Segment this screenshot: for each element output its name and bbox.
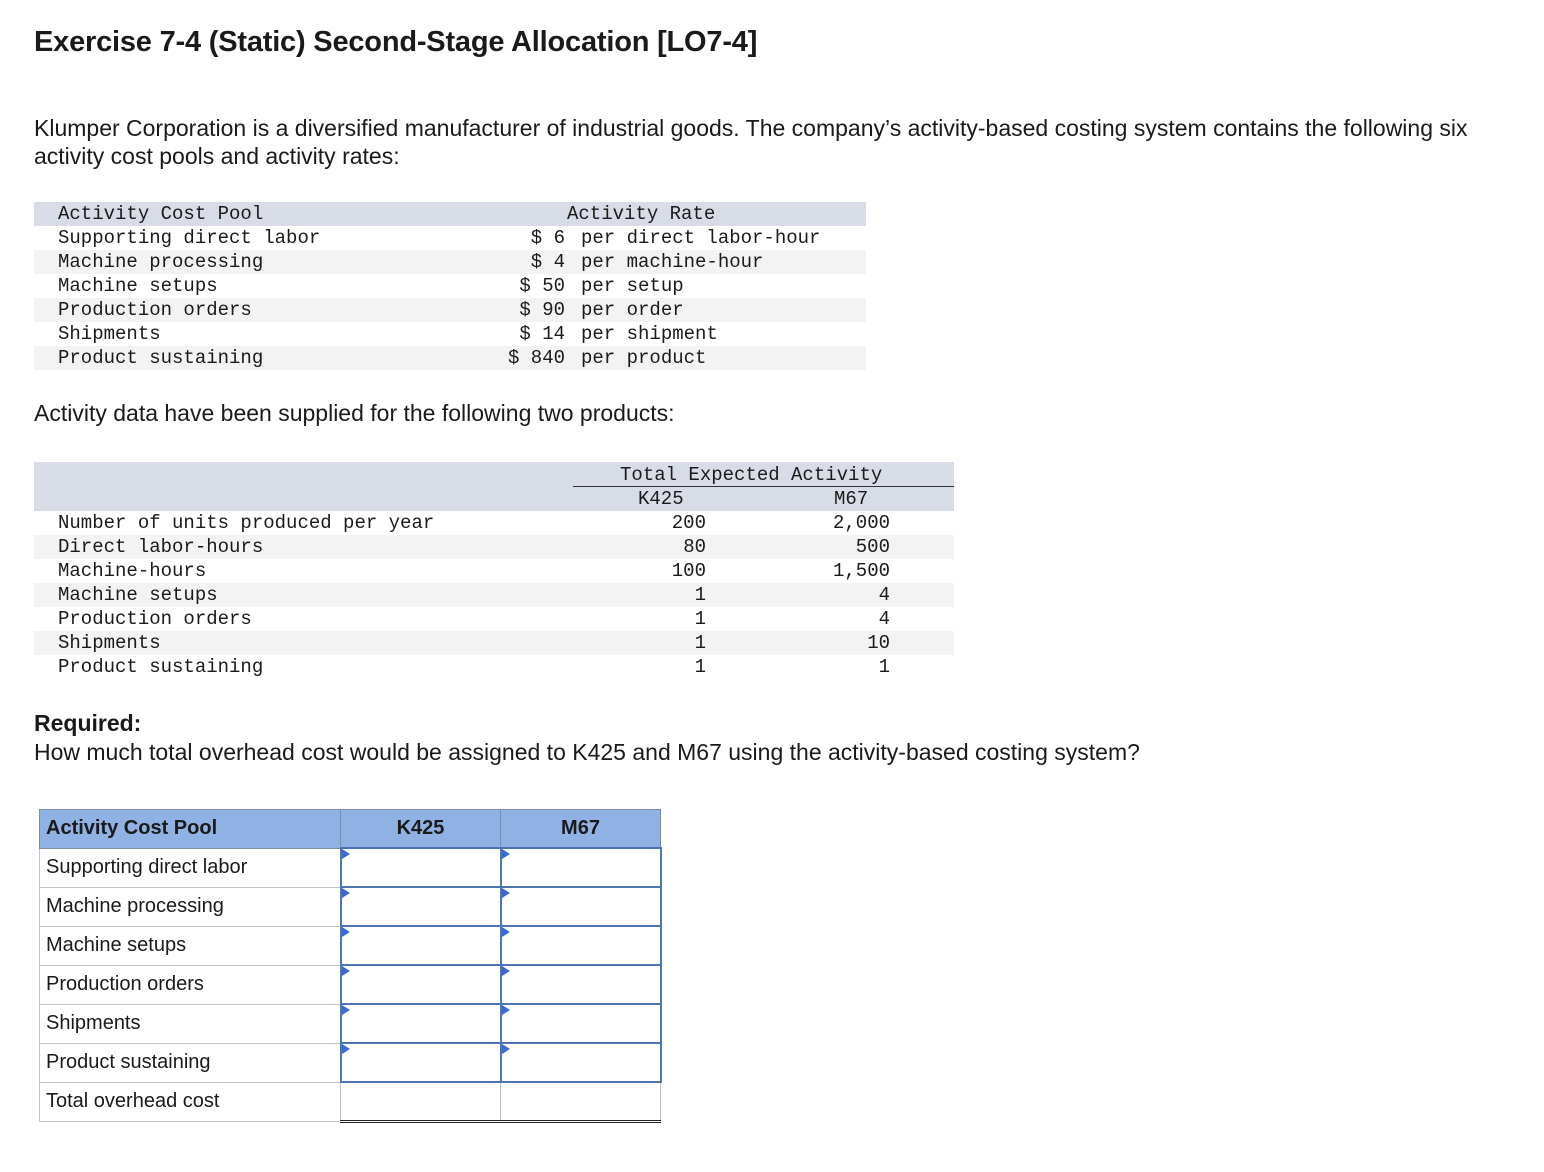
- total-overhead-label: Total overhead cost: [40, 1082, 341, 1122]
- rates-row: [34, 298, 866, 322]
- activity-m67-value: 4: [878, 608, 890, 630]
- k425-production-orders-input[interactable]: [342, 966, 500, 1003]
- input-marker-icon: [342, 966, 350, 976]
- activity-m67-value: 1: [878, 656, 890, 678]
- k425-input-cell[interactable]: [341, 926, 501, 965]
- m67-input-cell[interactable]: [501, 965, 661, 1004]
- input-marker-icon: [342, 849, 350, 859]
- activity-k425-value: 1: [694, 608, 706, 630]
- activity-m67-value: 10: [867, 632, 890, 654]
- activity-m67-value: 500: [855, 536, 890, 558]
- activity-m67-value: 2,000: [832, 512, 890, 534]
- activity-group-header: Total Expected Activity: [620, 464, 883, 486]
- activity-label: Direct labor-hours: [58, 536, 264, 558]
- input-marker-icon: [342, 888, 350, 898]
- m67-product-sustaining-input[interactable]: [502, 1044, 660, 1081]
- answer-row: [40, 965, 661, 1004]
- rates-pool-name: Shipments: [58, 323, 161, 345]
- m67-input-cell[interactable]: [501, 1004, 661, 1043]
- k425-product-sustaining-input[interactable]: [342, 1044, 500, 1081]
- input-marker-icon: [342, 1005, 350, 1015]
- answer-header-row: [40, 810, 661, 849]
- activity-k425-value: 80: [683, 536, 706, 558]
- m67-total-cell: [501, 1082, 661, 1122]
- activity-row: [34, 607, 954, 631]
- activity-label: Product sustaining: [58, 656, 264, 678]
- activity-label: Machine setups: [58, 584, 218, 606]
- k425-total-cell: [341, 1082, 501, 1122]
- k425-input-cell[interactable]: [341, 965, 501, 1004]
- k425-input-cell[interactable]: [341, 887, 501, 926]
- rates-header-row: [34, 202, 866, 226]
- rates-row: [34, 250, 866, 274]
- rates-unit: per machine-hour: [581, 251, 764, 273]
- input-marker-icon: [502, 888, 510, 898]
- rates-unit: per order: [581, 299, 684, 321]
- k425-shipments-input[interactable]: [342, 1005, 500, 1042]
- answer-row-label: Product sustaining: [40, 1043, 341, 1082]
- answer-col-k425: K425: [341, 810, 501, 849]
- activity-row: [34, 511, 954, 535]
- m67-input-cell[interactable]: [501, 887, 661, 926]
- rates-unit: per product: [581, 347, 707, 369]
- rates-amount: $ 90: [519, 299, 565, 321]
- rates-amount: $ 6: [530, 227, 565, 249]
- rates-amount: $ 14: [519, 323, 565, 345]
- answer-row-label: Supporting direct labor: [40, 848, 341, 887]
- activity-label: Number of units produced per year: [58, 512, 435, 534]
- intro-text: Klumper Corporation is a diversified manufacturer of industrial goods. The company’s activity-based costing system contains the following six activity cost pools and activity rates:: [34, 115, 1468, 169]
- question-text: How much total overhead cost would be assigned to K425 and M67 using the activity-based costing system?: [34, 739, 1140, 765]
- activity-row: [34, 655, 954, 679]
- rates-unit: per direct labor-hour: [581, 227, 821, 249]
- rates-pool-name: Supporting direct labor: [58, 227, 321, 249]
- answer-row-label: Production orders: [40, 965, 341, 1004]
- page-title: Exercise 7-4 (Static) Second-Stage Allocation [LO7-4]: [34, 26, 758, 58]
- rates-row: [34, 274, 866, 298]
- answer-row: [40, 1043, 661, 1082]
- group-underline: [573, 486, 954, 487]
- k425-input-cell[interactable]: [341, 848, 501, 887]
- answer-row: [40, 848, 661, 887]
- activity-row: [34, 583, 954, 607]
- m67-input-cell[interactable]: [501, 926, 661, 965]
- input-marker-icon: [502, 849, 510, 859]
- rates-header-pool: Activity Cost Pool: [58, 203, 264, 225]
- m67-input-cell[interactable]: [501, 848, 661, 887]
- activity-data-table: [34, 462, 954, 679]
- activity-row: [34, 535, 954, 559]
- m67-production-orders-input[interactable]: [502, 966, 660, 1003]
- answer-row-label: Machine processing: [40, 887, 341, 926]
- activity-m67-value: 1,500: [832, 560, 890, 582]
- k425-input-cell[interactable]: [341, 1004, 501, 1043]
- rates-pool-name: Product sustaining: [58, 347, 264, 369]
- input-marker-icon: [342, 927, 350, 937]
- rates-unit: per shipment: [581, 323, 718, 345]
- activity-k425-value: 200: [671, 512, 706, 534]
- activity-label: Machine-hours: [58, 560, 207, 582]
- required-heading: Required:: [34, 710, 142, 736]
- k425-input-cell[interactable]: [341, 1043, 501, 1082]
- answer-grid: [39, 809, 662, 1123]
- m67-input-cell[interactable]: [501, 1043, 661, 1082]
- activity-rates-table: [34, 202, 866, 370]
- answer-row: [40, 887, 661, 926]
- activity-m67-value: 4: [878, 584, 890, 606]
- m67-shipments-input[interactable]: [502, 1005, 660, 1042]
- k425-supporting-direct-labor-input[interactable]: [342, 849, 500, 886]
- rates-pool-name: Production orders: [58, 299, 252, 321]
- input-marker-icon: [502, 1005, 510, 1015]
- rates-pool-name: Machine processing: [58, 251, 264, 273]
- activity-k425-value: 1: [694, 632, 706, 654]
- activity-col-k425: K425: [638, 488, 684, 510]
- input-marker-icon: [342, 1044, 350, 1054]
- activity-row: [34, 559, 954, 583]
- answer-col-pool: Activity Cost Pool: [40, 810, 341, 849]
- input-marker-icon: [502, 1044, 510, 1054]
- rates-amount: $ 4: [530, 251, 565, 273]
- rates-header-rate: Activity Rate: [567, 203, 716, 225]
- activity-k425-value: 1: [694, 584, 706, 606]
- activity-col-m67: M67: [834, 488, 869, 510]
- m67-supporting-direct-labor-input[interactable]: [502, 849, 660, 886]
- k425-machine-setups-input[interactable]: [342, 927, 500, 964]
- input-marker-icon: [502, 927, 510, 937]
- rates-row: [34, 322, 866, 346]
- answer-row-label: Machine setups: [40, 926, 341, 965]
- answer-col-m67: M67: [501, 810, 661, 849]
- rates-pool-name: Machine setups: [58, 275, 218, 297]
- k425-machine-processing-input[interactable]: [342, 888, 500, 925]
- activity-header: [34, 462, 954, 511]
- activity-data-intro: Activity data have been supplied for the following two products:: [34, 400, 675, 426]
- rates-amount: $ 50: [519, 275, 565, 297]
- answer-total-row: [40, 1082, 661, 1122]
- activity-label: Shipments: [58, 632, 161, 654]
- rates-amount: $ 840: [507, 347, 565, 369]
- answer-row: [40, 1004, 661, 1043]
- rates-unit: per setup: [581, 275, 684, 297]
- rates-row: [34, 226, 866, 250]
- activity-row: [34, 631, 954, 655]
- activity-label: Production orders: [58, 608, 252, 630]
- activity-k425-value: 100: [671, 560, 706, 582]
- rates-row: [34, 346, 866, 370]
- answer-row-label: Shipments: [40, 1004, 341, 1043]
- m67-machine-processing-input[interactable]: [502, 888, 660, 925]
- answer-row: [40, 926, 661, 965]
- input-marker-icon: [502, 966, 510, 976]
- m67-machine-setups-input[interactable]: [502, 927, 660, 964]
- activity-k425-value: 1: [694, 656, 706, 678]
